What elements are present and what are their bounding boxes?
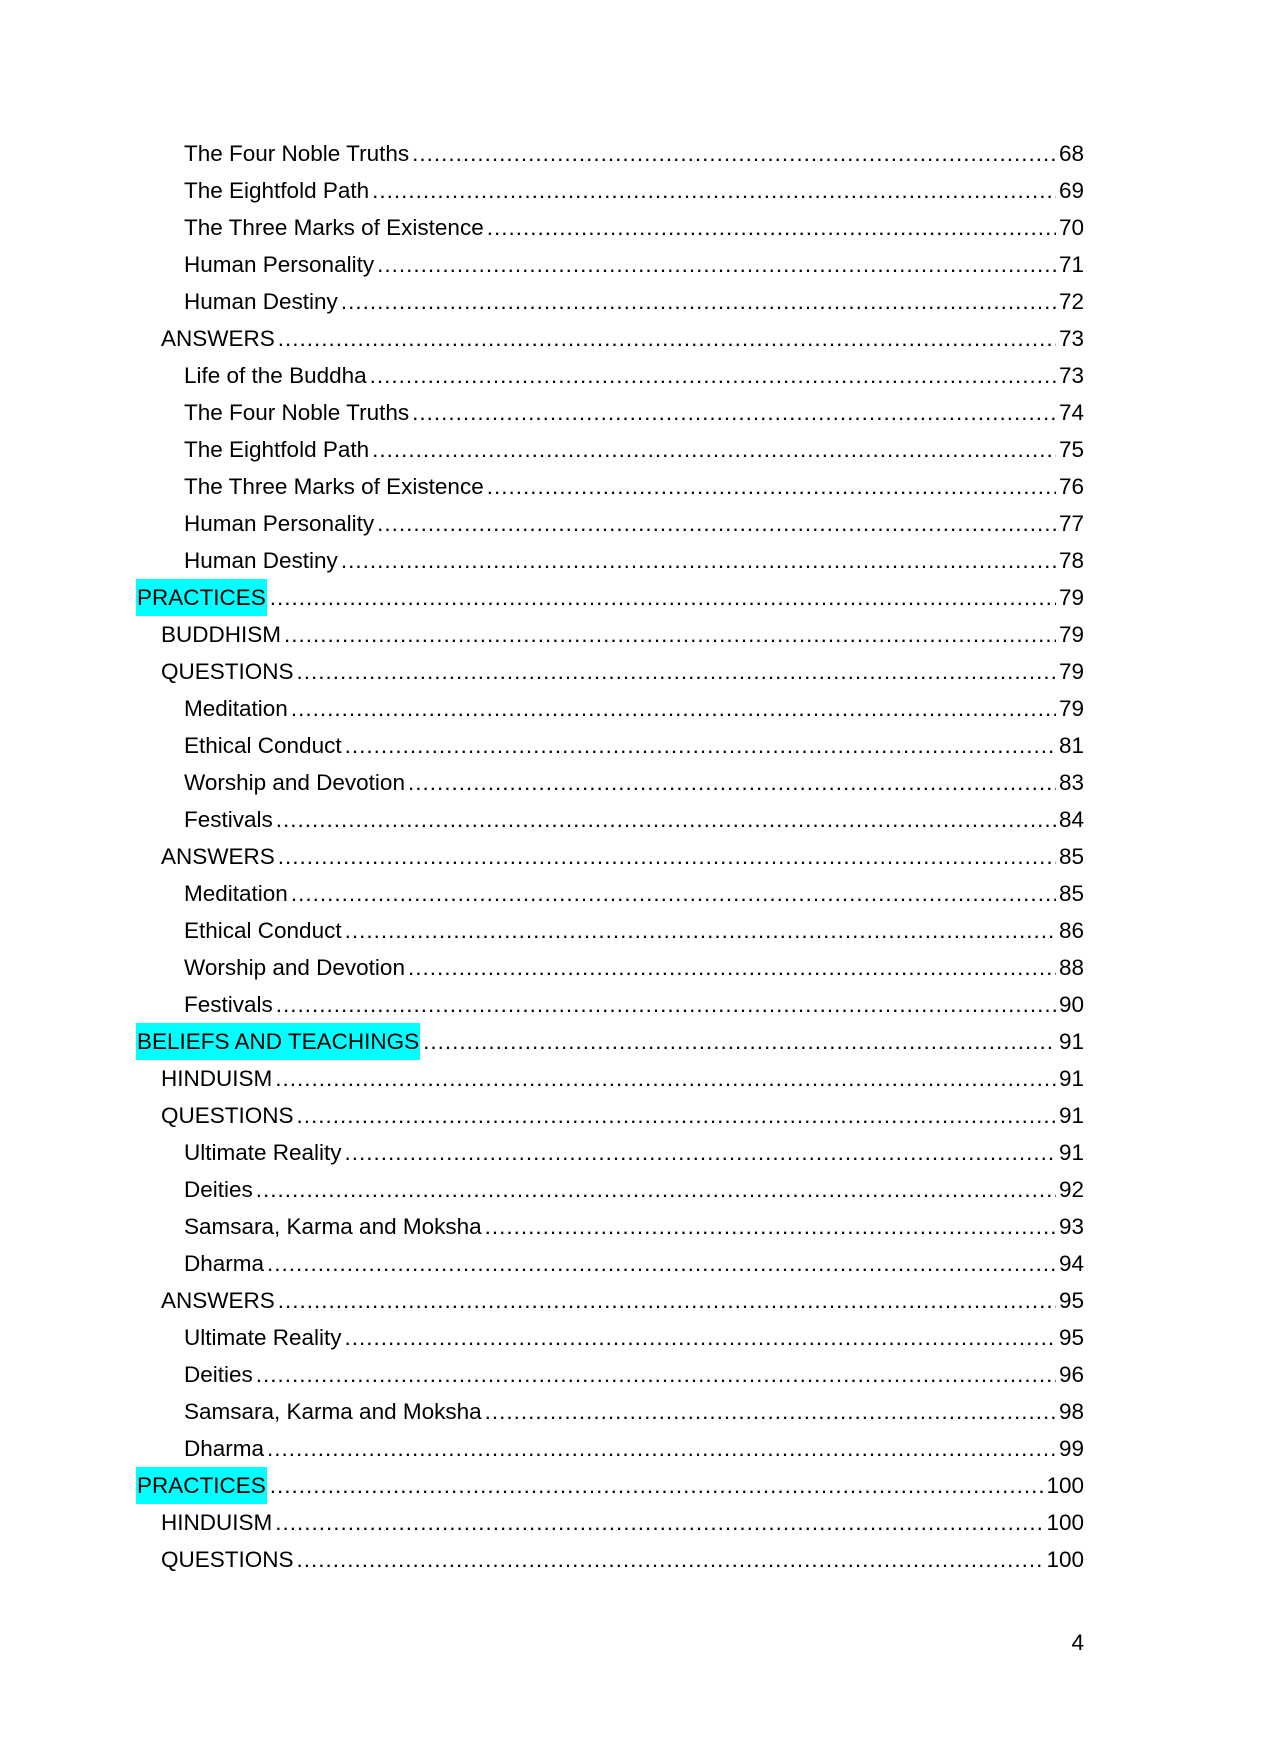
toc-entry[interactable] [137, 1541, 1084, 1578]
toc-entry-page: 94 [1058, 1251, 1084, 1276]
toc-entry[interactable] [137, 246, 1084, 283]
toc-dot-leader [276, 986, 1056, 1023]
toc-entry[interactable] [137, 801, 1084, 838]
toc-dot-leader [345, 1134, 1056, 1171]
toc-entry-page: 90 [1058, 992, 1084, 1017]
toc-entry-title: The Four Noble Truths [184, 141, 410, 166]
toc-dot-leader [408, 764, 1056, 801]
toc-entry-page: 86 [1058, 918, 1084, 943]
toc-entry-page: 99 [1058, 1436, 1084, 1461]
toc-entry-title: HINDUISM [161, 1510, 273, 1535]
toc-entry-title: PRACTICES [136, 1467, 267, 1504]
toc-entry-page: 68 [1058, 141, 1084, 166]
toc-entry-page: 73 [1058, 326, 1084, 351]
toc-entry-page: 98 [1058, 1399, 1084, 1424]
toc-entry-page: 79 [1058, 585, 1084, 610]
toc-entry-title: Festivals [184, 992, 273, 1017]
toc-entry[interactable] [137, 1134, 1084, 1171]
toc-entry[interactable] [137, 1356, 1084, 1393]
toc-entry-title: Ethical Conduct [184, 733, 342, 758]
toc-dot-leader [377, 505, 1056, 542]
toc-entry-title: Ultimate Reality [184, 1140, 342, 1165]
toc-entry[interactable] [137, 542, 1084, 579]
toc-entry-page: 100 [1046, 1510, 1084, 1535]
toc-entry-page: 76 [1058, 474, 1084, 499]
toc-dot-leader [267, 1430, 1056, 1467]
toc-dot-leader [370, 357, 1056, 394]
toc-entry-title: QUESTIONS [161, 1547, 294, 1572]
toc-entry-title: QUESTIONS [161, 1103, 294, 1128]
toc-entry-page: 95 [1058, 1325, 1084, 1350]
toc-dot-leader [487, 468, 1056, 505]
toc-entry-title: HINDUISM [161, 1066, 273, 1091]
toc-entry[interactable] [137, 1245, 1084, 1282]
toc-dot-leader [275, 1504, 1043, 1541]
toc-entry[interactable] [137, 468, 1084, 505]
toc-entry-title: Life of the Buddha [184, 363, 367, 388]
toc-entry-title: The Four Noble Truths [184, 400, 410, 425]
toc-dot-leader [278, 838, 1056, 875]
toc-dot-leader [270, 1467, 1044, 1504]
toc-entry-page: 81 [1058, 733, 1084, 758]
toc-entry-title: ANSWERS [161, 1288, 275, 1313]
toc-entry-title: BELIEFS AND TEACHINGS [136, 1023, 420, 1060]
toc-entry-page: 91 [1058, 1103, 1084, 1128]
toc-entry[interactable] [137, 912, 1084, 949]
toc-dot-leader [276, 801, 1056, 838]
toc-entry-page: 91 [1058, 1029, 1084, 1054]
toc-entry[interactable] [137, 1097, 1084, 1134]
toc-entry-title: Meditation [184, 696, 288, 721]
toc-entry[interactable] [137, 135, 1084, 172]
toc-entry-title: BUDDHISM [161, 622, 282, 647]
toc-entry[interactable] [137, 1319, 1084, 1356]
toc-entry-title: Human Destiny [184, 289, 338, 314]
toc-entry-page: 91 [1058, 1066, 1084, 1091]
toc-dot-leader [345, 727, 1056, 764]
toc-entry[interactable] [137, 875, 1084, 912]
toc-entry-page: 85 [1058, 881, 1084, 906]
toc-entry-title: ANSWERS [161, 326, 275, 351]
toc-dot-leader [487, 209, 1056, 246]
toc-entry-title: Worship and Devotion [184, 955, 405, 980]
toc-entry-title: Ultimate Reality [184, 1325, 342, 1350]
toc-entry[interactable] [137, 1430, 1084, 1467]
toc-dot-leader [278, 320, 1056, 357]
toc-dot-leader [412, 135, 1056, 172]
toc-entry-title: Ethical Conduct [184, 918, 342, 943]
page-number: 4 [1071, 1630, 1084, 1655]
toc-entry[interactable] [137, 209, 1084, 246]
toc-entry-title: Festivals [184, 807, 273, 832]
toc-entry-title: Samsara, Karma and Moksha [184, 1214, 482, 1239]
toc-entry-title: The Three Marks of Existence [184, 474, 484, 499]
toc-entry-page: 96 [1058, 1362, 1084, 1387]
toc-entry[interactable] [137, 579, 1084, 616]
toc-dot-leader [291, 690, 1056, 727]
toc-entry-title: PRACTICES [136, 579, 267, 616]
toc-dot-leader [256, 1171, 1056, 1208]
toc-entry-page: 69 [1058, 178, 1084, 203]
toc-entry-page: 100 [1046, 1547, 1084, 1572]
toc-dot-leader [345, 1319, 1056, 1356]
table-of-contents [137, 135, 1084, 1578]
toc-entry-title: Human Personality [184, 252, 375, 277]
toc-entry[interactable] [137, 1171, 1084, 1208]
toc-entry[interactable] [137, 394, 1084, 431]
toc-dot-leader [278, 1282, 1056, 1319]
toc-entry-page: 79 [1058, 622, 1084, 647]
toc-entry-title: Deities [184, 1177, 253, 1202]
toc-entry-title: Dharma [184, 1251, 265, 1276]
toc-dot-leader [267, 1245, 1056, 1282]
toc-entry-page: 83 [1058, 770, 1084, 795]
toc-entry-page: 71 [1058, 252, 1084, 277]
toc-entry-page: 84 [1058, 807, 1084, 832]
toc-dot-leader [485, 1208, 1056, 1245]
toc-entry-page: 74 [1058, 400, 1084, 425]
toc-entry[interactable] [137, 949, 1084, 986]
toc-dot-leader [341, 283, 1056, 320]
toc-dot-leader [412, 394, 1056, 431]
toc-entry[interactable] [137, 431, 1084, 468]
toc-entry[interactable] [137, 1504, 1084, 1541]
toc-entry-page: 100 [1046, 1473, 1084, 1498]
toc-entry[interactable] [137, 1023, 1084, 1060]
toc-entry[interactable] [137, 690, 1084, 727]
toc-dot-leader [408, 949, 1056, 986]
toc-entry-page: 93 [1058, 1214, 1084, 1239]
toc-entry[interactable] [137, 1060, 1084, 1097]
toc-entry[interactable] [137, 1467, 1084, 1504]
toc-entry-title: Samsara, Karma and Moksha [184, 1399, 482, 1424]
toc-dot-leader [297, 1097, 1056, 1134]
toc-entry[interactable] [137, 838, 1084, 875]
toc-entry-title: Dharma [184, 1436, 265, 1461]
toc-entry-title: Deities [184, 1362, 253, 1387]
toc-dot-leader [423, 1023, 1056, 1060]
toc-entry[interactable] [137, 727, 1084, 764]
toc-dot-leader [377, 246, 1056, 283]
toc-dot-leader [284, 616, 1056, 653]
toc-entry[interactable] [137, 1208, 1084, 1245]
toc-entry-title: The Eightfold Path [184, 178, 370, 203]
toc-entry[interactable] [137, 653, 1084, 690]
toc-entry-page: 75 [1058, 437, 1084, 462]
toc-entry-page: 91 [1058, 1140, 1084, 1165]
toc-entry[interactable] [137, 172, 1084, 209]
toc-entry[interactable] [137, 283, 1084, 320]
toc-entry-page: 78 [1058, 548, 1084, 573]
toc-entry-title: QUESTIONS [161, 659, 294, 684]
toc-dot-leader [485, 1393, 1056, 1430]
toc-entry[interactable] [137, 505, 1084, 542]
toc-entry-title: The Eightfold Path [184, 437, 370, 462]
toc-entry[interactable] [137, 1393, 1084, 1430]
toc-dot-leader [341, 542, 1056, 579]
toc-dot-leader [275, 1060, 1056, 1097]
toc-entry[interactable] [137, 357, 1084, 394]
toc-entry-page: 95 [1058, 1288, 1084, 1313]
toc-entry-title: Human Personality [184, 511, 375, 536]
toc-entry-page: 79 [1058, 696, 1084, 721]
toc-entry-page: 72 [1058, 289, 1084, 314]
toc-entry-page: 88 [1058, 955, 1084, 980]
toc-entry-title: Worship and Devotion [184, 770, 405, 795]
toc-entry-title: Human Destiny [184, 548, 338, 573]
toc-dot-leader [297, 1541, 1044, 1578]
toc-entry-page: 85 [1058, 844, 1084, 869]
toc-entry[interactable] [137, 1282, 1084, 1319]
toc-dot-leader [256, 1356, 1056, 1393]
toc-entry-title: ANSWERS [161, 844, 275, 869]
toc-dot-leader [372, 431, 1056, 468]
toc-entry-page: 79 [1058, 659, 1084, 684]
toc-dot-leader [297, 653, 1056, 690]
toc-entry[interactable] [137, 616, 1084, 653]
toc-entry-page: 73 [1058, 363, 1084, 388]
toc-entry[interactable] [137, 320, 1084, 357]
toc-dot-leader [372, 172, 1056, 209]
toc-entry[interactable] [137, 764, 1084, 801]
toc-entry[interactable] [137, 986, 1084, 1023]
toc-entry-page: 77 [1058, 511, 1084, 536]
toc-entry-page: 70 [1058, 215, 1084, 240]
toc-dot-leader [270, 579, 1056, 616]
toc-entry-title: The Three Marks of Existence [184, 215, 484, 240]
toc-dot-leader [345, 912, 1056, 949]
toc-entry-title: Meditation [184, 881, 288, 906]
toc-dot-leader [291, 875, 1056, 912]
toc-entry-page: 92 [1058, 1177, 1084, 1202]
